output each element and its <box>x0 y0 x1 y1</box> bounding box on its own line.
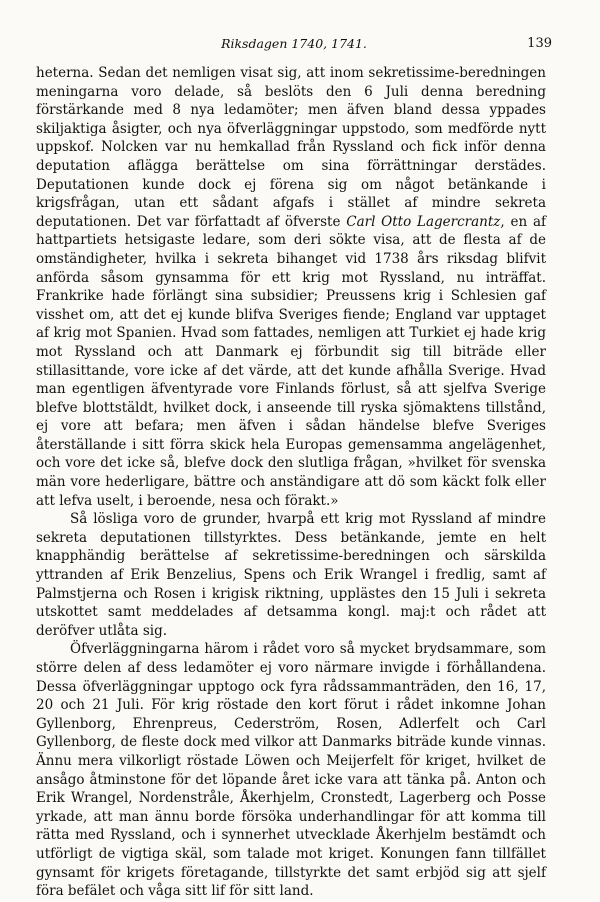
italic-name: Carl Otto Lagercrantz <box>346 213 501 230</box>
paragraph-3 <box>36 640 546 900</box>
text-segment: Så lösliga voro de grunder, hvarpå ett krig mot Ryssland af mindre sekreta deputationen tillstyrktes. Dess betänkande, jemte en helt knapphändig berättelse af sekretissime-beredningen och särskilda yttranden af Erik Benzelius, Spens och Erik Wrangel i fredlig, samt af Palmstjerna och Rosen i krigisk riktning, upplästes den 15 Juli i sekreta utskottet samt meddelades af detsamma kongl. maj:t och rådet att deröfver utlåta sig. <box>36 511 546 639</box>
page-header <box>36 36 552 56</box>
running-title: Riksdagen 1740, 1741. <box>221 36 367 51</box>
page-number: 139 <box>527 36 552 51</box>
text-segment: Öfverläggningarna härom i rådet voro så mycket brydsammare, som större delen af dess ledamöter ej voro närmare invigde i förhållandena. Dessa öfverläggningar upptogo ock fyra rådssammanträden, den 16, 17, 20 och 21 Juli. För krig röstade den kort förut i rådet inkomne Johan Gyllenborg, Ehrenpreus, Cederström, Rosen, Adlerfelt och Carl Gyllenborg, de fleste dock med vilkor att Danmarks biträde kunde vinnas. Ännu mera vilkorligt röstade Löwen och Meijerfelt för kriget, hvilket de ansågo åtminstone för det löpande året icke vara att tänka på. Anton och Erik Wrangel, Nordenstråle, Åkerhjelm, Cronstedt, Lagerberg och Posse yrkade, att man ännu borde försöka underhandlingar för att komma till rätta med Ryssland, och i synnerhet utvecklade Åkerhjelm bestämdt och utförligt de vigtiga skäl, som talade mot kriget. Konungen fann tillfället gynsamt för krigets företagande, tillstyrkte det samt erbjöd sig att sjelf föra befälet och våga sitt lif för sitt land. <box>36 641 546 900</box>
paragraph-2 <box>36 510 546 640</box>
text-segment: heterna. Sedan det nemligen visat sig, att inom sekretissime-beredningen meningarna voro delade, så beslöts den 6 Juli denna beredning förstärkande med 8 nya ledamöter; men äfven bland dessa yppades skiljaktiga åsigter, och nya öfverläggningar uppstodo, som medförde nytt uppskof. Nolcken var nu hemkallad från Ryssland och fick inför denna deputation aflägga berättelse om sina förrättningar derstädes. Deputationen kunde dock ej förena sig om något betänkande i krigsfrågan, utan ett sådant afgafs i stället af mindre sekreta deputationen. Det var författadt af öfverste <box>36 65 546 230</box>
body-text <box>36 64 546 901</box>
text-segment: , en af hattpartiets hetsigaste ledare, som deri sökte visa, att de flesta af de omständigheter, hvilka i sekreta bihanget vid 1738 års riksdag blifvit anförda såsom gynsamma för ett krig mot Ryssland, nu inträffat. Frankrike hade förlängt sina subsidier; Preussens krig i Schlesien gaf visshet om, att det ej kunde blifva Sveriges fiende; England var upptaget af krig mot Spanien. Hvad som fattades, nemligen att Turkiet ej hade krig mot Ryssland och att Danmark ej förbundit sig till biträde eller stillasittande, vore icke af det värde, att det kunde afhålla Sverige. Hvad man egentligen äfventyrade vore Finlands förlust, så att sjelfva Sverige blefve blottstäldt, hvilket dock, i anseende till ryska sjömaktens tillstånd, ej vore att befara; men äfven i sådan händelse blefve Sveriges återställande i sitt förra skick hela Europas gemensamma angelägenhet, och vore det icke så, blefve dock den slutliga frågan, »hvilket för svenska män vore hederligare, bättre och anständigare att dö som käckt folk eller att lefva uselt, i beroende, nesa och förakt.» <box>36 213 547 509</box>
paragraph-1 <box>36 64 546 510</box>
